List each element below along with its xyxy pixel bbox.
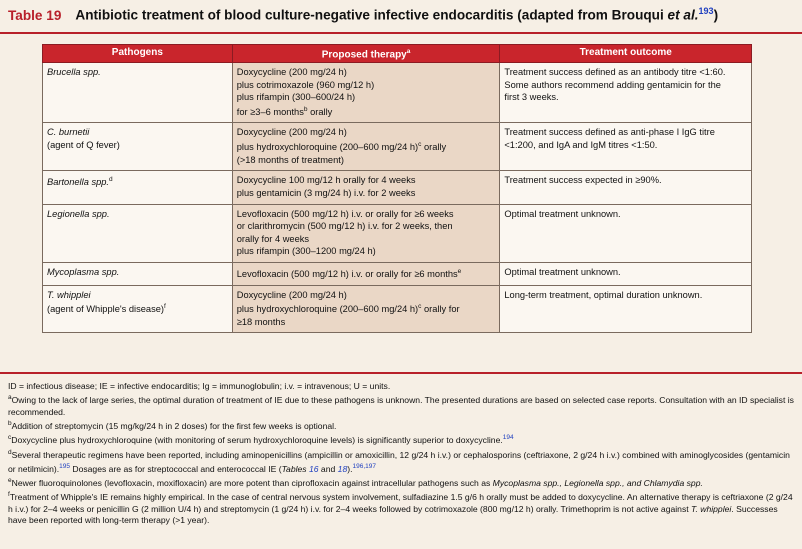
outcome-cell: Treatment success defined as anti-phase I IgG titre <1:200, and IgA and IgM titres <1:50. — [500, 123, 752, 171]
therapy-cell: Doxycycline 100 mg/12 h orally for 4 weeks plus gentamicin (3 mg/24 h) i.v. for 2 weeks — [232, 171, 500, 204]
therapy-cell: Doxycycline (200 mg/24 h) plus cotrimoxazole (960 mg/12 h) plus rifampin (300–600/24 h) for ≥3–6 months$^b$ orally — [232, 63, 500, 123]
table-link[interactable]: 18 — [337, 463, 348, 474]
table-row — [43, 285, 752, 333]
table-row — [43, 123, 752, 171]
table-container — [42, 44, 752, 333]
title-ref[interactable]: 193 — [698, 6, 714, 16]
header-row — [43, 45, 752, 63]
top-rule — [0, 32, 802, 34]
table-row — [43, 171, 752, 204]
title-close: ) — [713, 7, 719, 23]
header-pathogens: Pathogens — [43, 45, 233, 63]
bottom-rule — [0, 372, 802, 374]
ref-link[interactable]: 196,197 — [352, 462, 376, 470]
outcome-cell: Optimal treatment unknown. — [500, 262, 752, 285]
therapy-table — [42, 44, 752, 333]
footnote-d: $^d$Several therapeutic regimens have been reported, including aminopenicillins (ampicillin or amoxicillin, 12 g/24 h i.v.) or cephalosporins (ceftriaxone, 2 g/24 h i.v.) combined with aminoglycosides (gentamicin or netilmicin).$^{195}$ Dosages are as for streptococcal and enterococcal IE (Tables 16 and 18).$^{196,197}$ — [8, 448, 790, 474]
title-text: Antibiotic treatment of blood culture-negative infective endocarditis (adapted from Brouqui — [75, 7, 668, 23]
table-number: Table 19 — [8, 7, 62, 23]
ref-link[interactable]: 194 — [502, 434, 514, 442]
therapy-cell: Doxycycline (200 mg/24 h) plus hydroxychloroquine (200–600 mg/24 h)$^c$ orally for ≥18 months — [232, 285, 500, 333]
table-row — [43, 204, 752, 262]
therapy-cell: Levofloxacin (500 mg/12 h) i.v. or orally for ≥6 weeks or clarithromycin (500 mg/12 h) i.v. for 2 weeks, then orally for 4 weeks plus rifampin (300–1200 mg/24 h) — [232, 204, 500, 262]
footnote-e: $^e$Newer fluoroquinolones (levofloxacin, moxifloxacin) are more potent than ciprofloxacin against intracellular pathogens such as Mycoplasma spp., Legionella spp., and Chlamydia spp. — [8, 477, 703, 488]
title-etal: et al. — [667, 7, 699, 23]
footnote-abbreviations: ID = infectious disease; IE = infective endocarditis; Ig = immunoglobulin; i.v. = intravenous; U = units. — [8, 381, 391, 391]
outcome-cell: Optimal treatment unknown. — [500, 204, 752, 262]
footnote-a: $^a$Owing to the lack of large series, the optimal duration of treatment of IE due to these pathogens is unknown. The presented durations are based on selected case reports. Consultation with an ID specialist is recommended. — [8, 394, 794, 417]
table-row — [43, 262, 752, 285]
outcome-cell: Treatment success expected in ≥90%. — [500, 171, 752, 204]
pathogen-cell: C. burnetii (agent of Q fever) — [43, 123, 233, 171]
outcome-cell: Long-term treatment, optimal duration unknown. — [500, 285, 752, 333]
footnote-b: $^b$Addition of streptomycin (15 mg/kg/24 h in 2 doses) for the first few weeks is optional. — [8, 420, 337, 431]
pathogen-cell: Legionella spp. — [43, 204, 233, 262]
footnote-f: $^f$Treatment of Whipple's IE remains highly empirical. In the case of central nervous system involvement, sulfadiazine 1.5 g/6 h orally must be added to doxycycline. An alternative therapy is ceftriaxone (2 g/24 h i.v.) for 2–4 weeks or penicillin G (2 million U/4 h) and streptomycin (1 g/24 h) i.v. for 2–4 weeks followed by cotrimoxazole (800 mg/12 h) orally. Trimethoprim is not active against T. whipplei. Successes have been reported with long-term therapy (>1 year). — [8, 491, 793, 526]
pathogen-cell: Bartonella spp.$^d$ — [43, 171, 233, 204]
footnotes — [8, 381, 798, 526]
table-title — [8, 6, 718, 23]
header-outcome: Treatment outcome — [500, 45, 752, 63]
pathogen-cell: Mycoplasma spp. — [43, 262, 233, 285]
outcome-cell: Treatment success defined as an antibody titre <1:60. Some authors recommend adding gentamicin for the first 3 weeks. — [500, 63, 752, 123]
pathogen-cell: Brucella spp. — [43, 63, 233, 123]
table-row — [43, 63, 752, 123]
pathogen-cell: T. whipplei (agent of Whipple's disease)$^f$ — [43, 285, 233, 333]
therapy-cell: Doxycycline (200 mg/24 h) plus hydroxychloroquine (200–600 mg/24 h)$^c$ orally (>18 months of treatment) — [232, 123, 500, 171]
header-therapy: Proposed therapy$^a$ — [232, 45, 500, 63]
footnote-c: $^c$Doxycycline plus hydroxychloroquine (with monitoring of serum hydroxychloroquine levels) is significantly superior to doxycycline.$^{194}$ — [8, 434, 514, 446]
table-link[interactable]: 16 — [308, 463, 319, 474]
therapy-cell: Levofloxacin (500 mg/12 h) i.v. or orally for ≥6 months$^e$ — [232, 262, 500, 285]
ref-link[interactable]: 195 — [59, 462, 70, 470]
